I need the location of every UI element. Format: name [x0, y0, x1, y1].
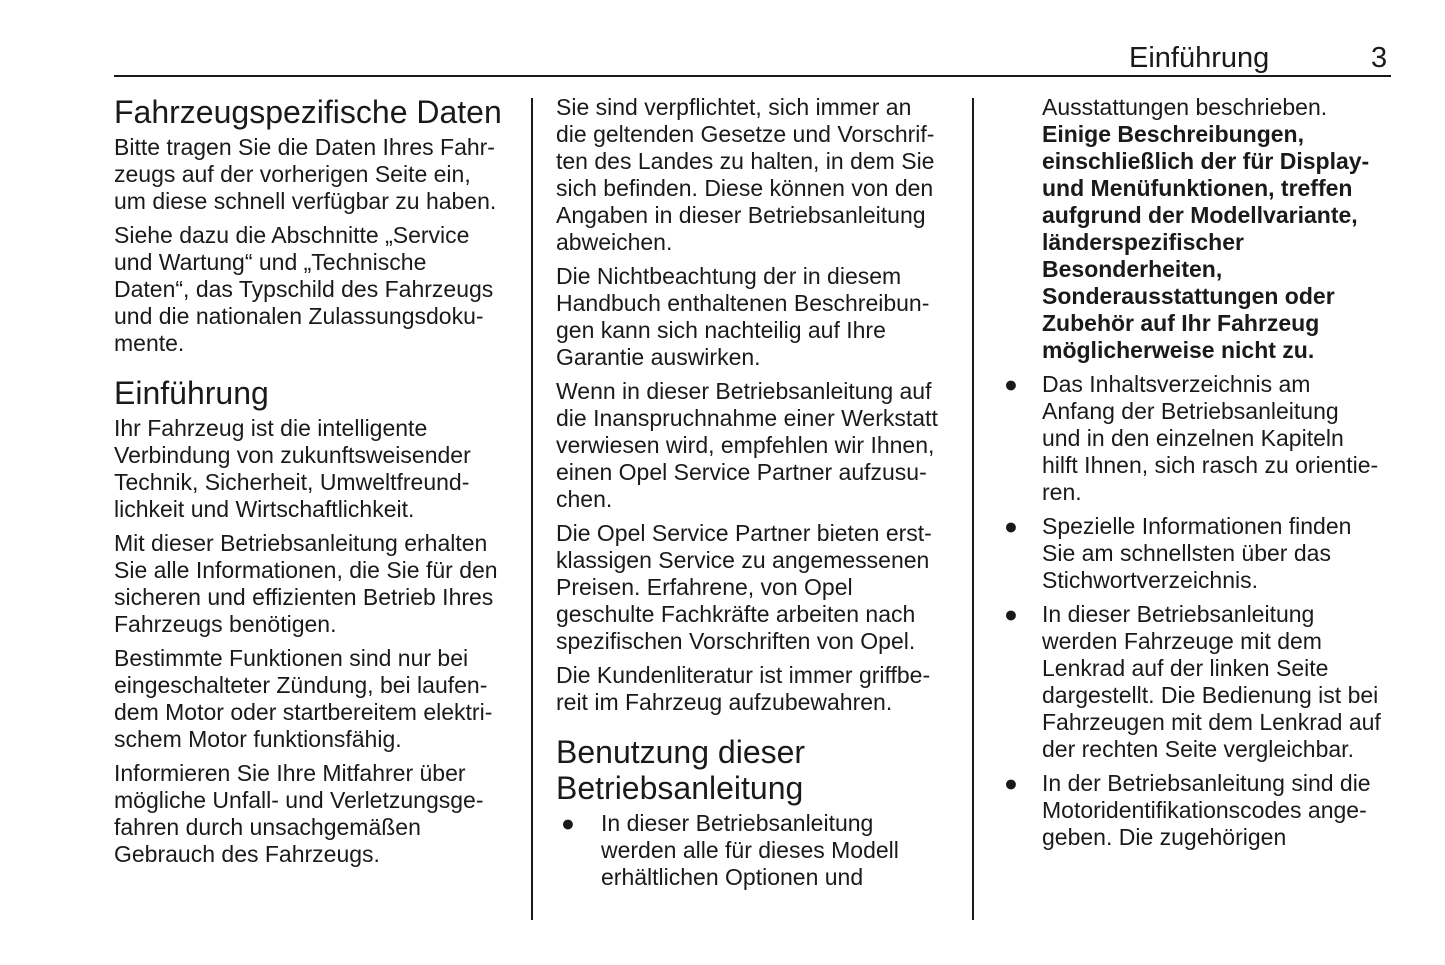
- bullet-list: [1000, 371, 1400, 851]
- text-line: und Wartung“ und „Technische: [114, 249, 427, 275]
- paragraph: [1000, 94, 1400, 121]
- text-line: Sie sind verpflichtet, sich immer an: [556, 94, 912, 120]
- text-line: In der Betriebsanleitung sind die: [1042, 770, 1371, 796]
- text-line: Lenkrad auf der linken Seite: [1042, 655, 1329, 681]
- text-line: Garantie auswirken.: [556, 344, 761, 370]
- text-line: schem Motor funktionsfähig.: [114, 726, 402, 752]
- text-line: dem Motor oder startbereitem elektri-: [114, 699, 493, 725]
- running-header-title: Einführung: [1129, 42, 1270, 74]
- text-line: eingeschalteter Zündung, bei laufen-: [114, 672, 488, 698]
- text-line: Sie am schnellsten über das: [1042, 540, 1331, 566]
- text-line: Bitte tragen Sie die Daten Ihres Fahr-: [114, 134, 495, 160]
- text-line: ten des Landes zu halten, in dem Sie: [556, 148, 935, 174]
- text-line: Gebrauch des Fahrzeugs.: [114, 841, 380, 867]
- column-divider-1: [531, 98, 533, 920]
- text-line: zeugs auf der vorherigen Seite ein,: [114, 161, 471, 187]
- text-line: fahren durch unsachgemäßen: [114, 814, 421, 840]
- text-line: einen Opel Service Partner aufzusu-: [556, 459, 927, 485]
- bullet-icon: ●: [1004, 770, 1018, 796]
- text-line: Stichwortverzeichnis.: [1042, 567, 1259, 593]
- text-line: Daten“, das Typschild des Fahrzeugs: [114, 276, 494, 302]
- paragraph: [114, 760, 519, 868]
- bold-notice: [1000, 121, 1400, 364]
- paragraph: [1000, 121, 1400, 364]
- text-line: Die Opel Service Partner bieten erst-: [556, 520, 932, 546]
- text-line: Mit dieser Betriebsanleitung erhalten: [114, 530, 488, 556]
- text-line: reit im Fahrzeug aufzubewahren.: [556, 689, 893, 715]
- text-line: klassigen Service zu angemessenen: [556, 547, 930, 573]
- heading-line: Betriebsanleitung: [556, 770, 804, 806]
- text-line: In dieser Betriebsanleitung: [601, 810, 874, 836]
- column-divider-2: [972, 98, 974, 920]
- text-line: spezifischen Vorschriften von Opel.: [556, 628, 916, 654]
- text-line: Zubehör auf Ihr Fahrzeug: [1042, 310, 1320, 336]
- bullet-icon: ●: [1004, 513, 1018, 539]
- text-line: In dieser Betriebsanleitung: [1042, 601, 1315, 627]
- list-item: [556, 810, 961, 891]
- text-line: lichkeit und Wirtschaftlichkeit.: [114, 496, 415, 522]
- column-3: [1000, 94, 1400, 858]
- text-line: Bestimmte Funktionen sind nur bei: [114, 645, 469, 671]
- text-line: Die Kundenliteratur ist immer griffbe-: [556, 662, 931, 688]
- paragraph: [114, 415, 519, 523]
- text-line: und Menüfunktionen, treffen: [1042, 175, 1353, 201]
- text-line: dargestellt. Die Bedienung ist bei: [1042, 682, 1379, 708]
- text-line: werden Fahrzeuge mit dem: [1042, 628, 1322, 654]
- paragraph: [556, 662, 961, 716]
- text-line: möglicherweise nicht zu.: [1042, 337, 1315, 363]
- text-line: Angaben in dieser Betriebsanleitung: [556, 202, 926, 228]
- section-heading-using-manual: [556, 734, 961, 806]
- paragraph: [114, 530, 519, 638]
- paragraph: [556, 378, 961, 513]
- paragraph: [556, 263, 961, 371]
- paragraph: [114, 645, 519, 753]
- text-line: Preisen. Erfahrene, von Opel: [556, 574, 853, 600]
- text-line: Fahrzeugs benötigen.: [114, 611, 337, 637]
- text-line: ren.: [1042, 479, 1082, 505]
- text-line: Motoridentifikationscodes ange-: [1042, 797, 1367, 823]
- header-rule: [114, 75, 1391, 77]
- text-line: mögliche Unfall- und Verletzungsge-: [114, 787, 484, 813]
- paragraph: [556, 520, 961, 655]
- text-line: der rechten Seite vergleichbar.: [1042, 736, 1354, 762]
- text-line: Technik, Sicherheit, Umweltfreund-: [114, 469, 470, 495]
- column-1: [114, 94, 519, 875]
- text-line: aufgrund der Modellvariante,: [1042, 202, 1358, 228]
- list-item: [1000, 371, 1400, 506]
- paragraph: [114, 222, 519, 357]
- text-line: Fahrzeugen mit dem Lenkrad auf: [1042, 709, 1381, 735]
- text-line: werden alle für dieses Modell: [601, 837, 899, 863]
- page-number: 3: [1371, 42, 1388, 74]
- text-line: Handbuch enthaltenen Beschreibun-: [556, 290, 930, 316]
- list-item: [1000, 601, 1400, 763]
- text-line: erhältlichen Optionen und: [601, 864, 864, 890]
- text-line: verwiesen wird, empfehlen wir Ihnen,: [556, 432, 935, 458]
- text-line: sich befinden. Diese können von den: [556, 175, 934, 201]
- bullet-icon: ●: [1004, 371, 1018, 397]
- text-line: abweichen.: [556, 229, 673, 255]
- text-line: und in den einzelnen Kapiteln: [1042, 425, 1344, 451]
- text-line: länderspezifischer: [1042, 229, 1244, 255]
- text-line: Siehe dazu die Abschnitte „Service: [114, 222, 470, 248]
- section-heading-vehicle-data: Fahrzeugspezifische Daten: [114, 94, 502, 130]
- text-line: Die Nichtbeachtung der in diesem: [556, 263, 902, 289]
- text-line: Wenn in dieser Betriebsanleitung auf: [556, 378, 932, 404]
- text-line: einschließlich der für Display-: [1042, 148, 1370, 174]
- paragraph: [114, 134, 519, 215]
- bullet-icon: ●: [1004, 601, 1018, 627]
- text-line: chen.: [556, 486, 613, 512]
- bullet-list: [556, 810, 961, 891]
- text-line: Anfang der Betriebsanleitung: [1042, 398, 1339, 424]
- text-line: Besonderheiten,: [1042, 256, 1223, 282]
- text-line: die geltenden Gesetze und Vorschrif-: [556, 121, 935, 147]
- text-line: um diese schnell verfügbar zu haben.: [114, 188, 497, 214]
- text-line: Informieren Sie Ihre Mitfahrer über: [114, 760, 466, 786]
- text-line: Das Inhaltsverzeichnis am: [1042, 371, 1311, 397]
- text-line: hilft Ihnen, sich rasch zu orientie-: [1042, 452, 1379, 478]
- text-line: Sonderausstattungen oder: [1042, 283, 1335, 309]
- text-line: Sie alle Informationen, die Sie für den: [114, 557, 498, 583]
- text-line: geben. Die zugehörigen: [1042, 824, 1287, 850]
- list-item: [1000, 770, 1400, 851]
- text-line: Ihr Fahrzeug ist die intelligente: [114, 415, 428, 441]
- text-line: und die nationalen Zulassungsdoku-: [114, 303, 484, 329]
- text-line: mente.: [114, 330, 185, 356]
- text-line: Spezielle Informationen finden: [1042, 513, 1352, 539]
- section-heading-introduction: Einführung: [114, 375, 269, 411]
- text-line: geschulte Fachkräfte arbeiten nach: [556, 601, 916, 627]
- text-line: sicheren und effizienten Betrieb Ihres: [114, 584, 494, 610]
- list-item: [1000, 513, 1400, 594]
- paragraph: [556, 94, 961, 256]
- text-line: Ausstattungen beschrieben.: [1042, 94, 1328, 120]
- heading-line: Benutzung dieser: [556, 734, 806, 770]
- text-line: gen kann sich nachteilig auf Ihre: [556, 317, 886, 343]
- bullet-icon: ●: [561, 810, 575, 836]
- text-line: Einige Beschreibungen,: [1042, 121, 1304, 147]
- text-line: die Inanspruchnahme einer Werkstatt: [556, 405, 938, 431]
- text-line: Verbindung von zukunftsweisender: [114, 442, 471, 468]
- column-2: [556, 94, 961, 898]
